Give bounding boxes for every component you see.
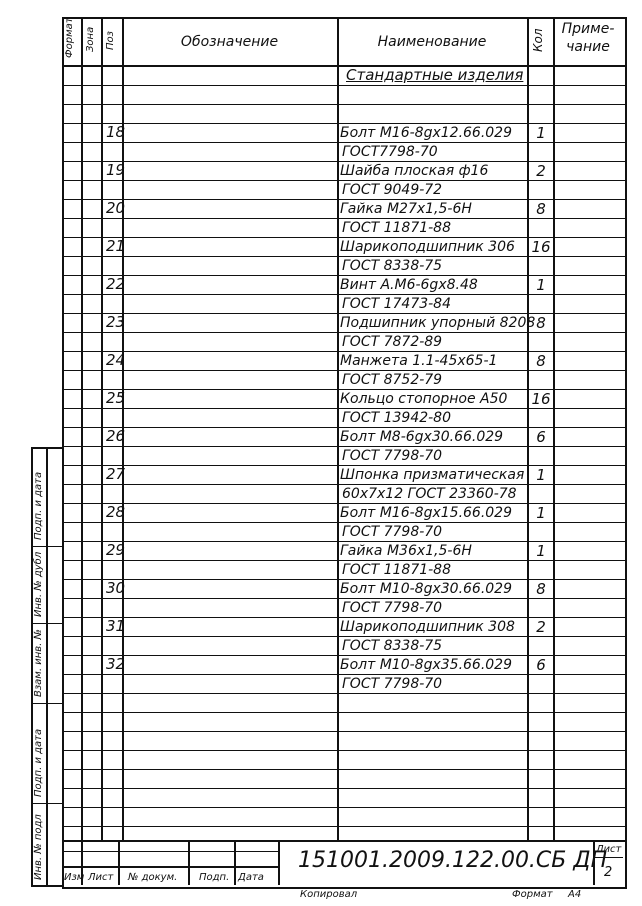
table-grid-line [62,104,625,105]
row-name-line1: Гайка М27х1,5-6Н [340,201,472,217]
row-quantity: 1 [536,124,546,142]
row-quantity: 6 [536,656,546,674]
header-designation: Обозначение [180,34,279,50]
table-grid-line [62,256,625,257]
row-name-line2: ГОСТ 11871-88 [342,220,451,236]
table-grid-line [62,560,625,561]
header-name: Наименование [377,34,487,50]
table-grid-line [62,85,625,86]
footer-format-label: Формат [512,889,553,900]
tb-col-4 [234,840,236,885]
col-line-format [81,17,83,840]
row-quantity: 2 [536,618,546,636]
side-strip-bottom [31,885,63,887]
table-grid-line [62,636,625,637]
row-position: 19 [106,161,126,179]
table-grid-line [62,218,625,219]
header-note-1: Приме- [561,21,615,37]
row-name-line1: Болт М10-8gх35.66.029 [340,657,512,673]
col-line-name [527,17,529,840]
tb-label-date: Дата [238,872,264,883]
header-note-2: чание [566,39,610,55]
title-block-row-2 [62,866,278,868]
title-block-row-1 [62,851,278,852]
row-name-line2: ГОСТ 11871-88 [342,562,451,578]
table-grid-line [62,180,625,181]
row-position: 20 [106,199,126,217]
row-quantity: 1 [536,466,546,484]
table-grid-line [62,807,625,808]
row-name-line2: ГОСТ 13942-80 [342,410,451,426]
side-label-sign-date-1: Подп. и дата [33,471,44,540]
row-quantity: 8 [536,314,546,332]
document-designation: 151001.2009.122.00.СБ ДП [298,848,608,873]
row-position: 24 [106,351,126,369]
row-name-line2: ГОСТ 8338-75 [342,258,443,274]
row-name-line2: ГОСТ 8752-79 [342,372,443,388]
side-divider-1 [31,546,63,547]
row-name-line1: Шпонка призматическая [340,467,525,483]
header-pos: Поз [105,31,116,50]
row-quantity: 1 [536,542,546,560]
row-quantity: 8 [536,352,546,370]
side-divider-4 [31,803,63,804]
section-title: Стандартные изделия [346,66,524,84]
row-position: 25 [106,389,126,407]
row-position: 27 [106,465,126,483]
row-name-line1: Кольцо стопорное А50 [340,391,508,407]
tb-col-2 [118,840,120,885]
table-grid-line [62,408,625,409]
row-position: 29 [106,541,126,559]
table-grid-line [62,769,625,770]
table-grid-line [62,484,625,485]
row-name-line2: ГОСТ 7798-70 [342,600,443,616]
row-quantity: 2 [536,162,546,180]
table-grid-line [62,446,625,447]
side-label-dup-inv: Инв. № дубл [33,551,44,617]
side-strip-mid [46,447,48,886]
header-qty: Кол [531,28,545,52]
title-block-divider [278,840,280,885]
row-quantity: 8 [536,580,546,598]
row-quantity: 8 [536,200,546,218]
row-name-line2: ГОСТ 17473-84 [342,296,451,312]
row-name-line1: Винт А.М6-6gх8.48 [340,277,478,293]
side-divider-3 [31,703,63,704]
header-format: Формат [64,17,75,58]
table-grid-line [62,826,625,827]
sheet-number: 2 [604,865,613,880]
table-grid-line [62,731,625,732]
header-zone: Зона [85,26,96,52]
row-name-line2: ГОСТ 7798-70 [342,448,443,464]
table-grid-line [62,788,625,789]
row-position: 22 [106,275,126,293]
row-position: 31 [106,617,126,635]
row-name-line1: Болт М16-8gх12.66.029 [340,125,512,141]
row-position: 21 [106,237,126,255]
row-quantity: 1 [536,504,546,522]
tb-label-sign: Подп. [199,872,230,883]
row-name-line2: ГОСТ 8338-75 [342,638,443,654]
row-name-line1: Шайба плоская ф16 [340,163,489,179]
table-grid-line [62,66,625,67]
table-grid-line [62,142,625,143]
row-position: 30 [106,579,126,597]
row-position: 26 [106,427,126,445]
table-grid-line [62,370,625,371]
tb-col-3 [188,840,190,885]
row-quantity: 16 [531,238,551,256]
table-grid-line [62,750,625,751]
side-label-sign-date-2: Подп. и дата [33,728,44,797]
row-name-line2: ГОСТ7798-70 [342,144,438,160]
row-name-line1: Шарикоподшипник 306 [340,239,515,255]
side-label-repl-inv: Взам. инв. № [33,629,44,697]
row-name-line2: 60х7х12 ГОСТ 23360-78 [342,486,517,502]
table-grid-line [62,294,625,295]
tb-label-doc: № докум. [128,872,178,883]
row-name-line2: ГОСТ 7798-70 [342,676,443,692]
row-name-line2: ГОСТ 9049-72 [342,182,443,198]
row-name-line1: Шарикоподшипник 308 [340,619,515,635]
row-quantity: 1 [536,276,546,294]
row-position: 32 [106,655,126,673]
tb-label-izm: Изм [64,872,85,883]
col-line-qty [553,17,555,840]
table-grid-line [62,674,625,675]
col-line-zone [101,17,103,840]
row-name-line1: Болт М10-8gх30.66.029 [340,581,512,597]
sheet-label: Лист [596,844,622,855]
table-grid-line [62,712,625,713]
table-grid-line [62,332,625,333]
row-quantity: 6 [536,428,546,446]
side-divider-2 [31,623,63,624]
footer-copied: Копировал [300,889,358,900]
row-name-line1: Подшипник упорный 8208 [340,315,536,331]
row-name-line2: ГОСТ 7798-70 [342,524,443,540]
title-block-top [62,840,625,842]
row-name-line1: Болт М16-8gх15.66.029 [340,505,512,521]
side-label-orig-inv: Инв. № подл [33,814,44,880]
row-quantity: 16 [531,390,551,408]
tb-label-list: Лист [88,872,114,883]
row-name-line1: Манжета 1.1-45х65-1 [340,353,498,369]
col-line-designation [337,17,339,840]
row-position: 28 [106,503,126,521]
row-name-line1: Гайка М36х1,5-6Н [340,543,472,559]
row-position: 18 [106,123,126,141]
row-name-line1: Болт М8-6gх30.66.029 [340,429,504,445]
row-name-line2: ГОСТ 7872-89 [342,334,443,350]
table-grid-line [62,522,625,523]
table-grid-line [62,598,625,599]
row-position: 23 [106,313,126,331]
footer-format-value: А4 [568,889,582,900]
side-strip-top [31,447,63,449]
table-grid-line [62,693,625,694]
